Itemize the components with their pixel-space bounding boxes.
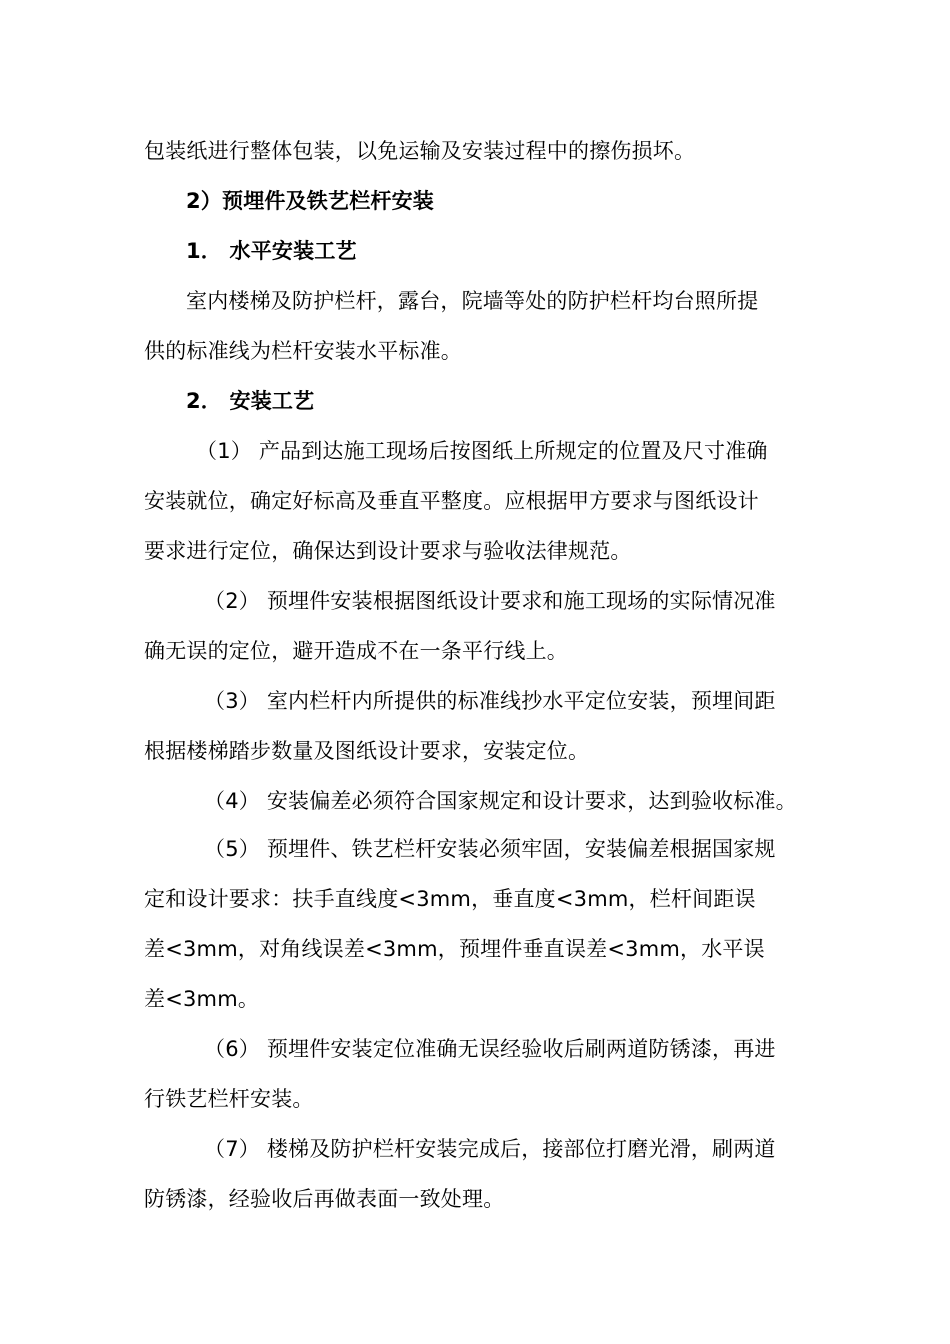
paragraph-line: 根据楼梯踏步数量及图纸设计要求，安装定位。 xyxy=(144,739,590,763)
paragraph-line: 供的标准线为栏杆安装水平标准。 xyxy=(144,339,462,363)
subsection-heading: 2． 安装工艺 xyxy=(186,389,315,413)
list-item-line: （1） 产品到达施工现场后按图纸上所规定的位置及尺寸准确 xyxy=(196,439,768,463)
paragraph-line: 防锈漆，经验收后再做表面一致处理。 xyxy=(144,1187,505,1211)
paragraph-line: 差<3mm。 xyxy=(144,987,260,1011)
section-heading: 2）预埋件及铁艺栏杆安装 xyxy=(186,189,435,213)
list-item-line: （6） 预埋件安装定位准确无误经验收后刷两道防锈漆，再进 xyxy=(204,1037,776,1061)
paragraph-line: 要求进行定位，确保达到设计要求与验收法律规范。 xyxy=(144,539,632,563)
paragraph-line: 差<3mm，对角线误差<3mm，预埋件垂直误差<3mm，水平误 xyxy=(144,937,765,961)
paragraph-line: 行铁艺栏杆安装。 xyxy=(144,1087,314,1111)
list-item-line: （3） 室内栏杆内所提供的标准线抄水平定位安装，预埋间距 xyxy=(204,689,776,713)
paragraph-line: 室内楼梯及防护栏杆，露台，院墙等处的防护栏杆均台照所提 xyxy=(186,289,759,313)
list-item-line: （4） 安装偏差必须符合国家规定和设计要求，达到验收标准。 xyxy=(204,789,797,813)
subsection-heading: 1． 水平安装工艺 xyxy=(186,239,357,263)
list-item-line: （5） 预埋件、铁艺栏杆安装必须牢固，安装偏差根据国家规 xyxy=(204,837,776,861)
list-item-line: （7） 楼梯及防护栏杆安装完成后，接部位打磨光滑，刷两道 xyxy=(204,1137,776,1161)
paragraph-line: 包装纸进行整体包装，以免运输及安装过程中的擦伤损坏。 xyxy=(144,139,696,163)
paragraph-line: 确无误的定位，避开造成不在一条平行线上。 xyxy=(144,639,568,663)
paragraph-line: 安装就位，确定好标高及垂直平整度。应根据甲方要求与图纸设计 xyxy=(144,489,759,513)
paragraph-line: 定和设计要求：扶手直线度<3mm，垂直度<3mm，栏杆间距误 xyxy=(144,887,756,911)
list-item-line: （2） 预埋件安装根据图纸设计要求和施工现场的实际情况准 xyxy=(204,589,776,613)
